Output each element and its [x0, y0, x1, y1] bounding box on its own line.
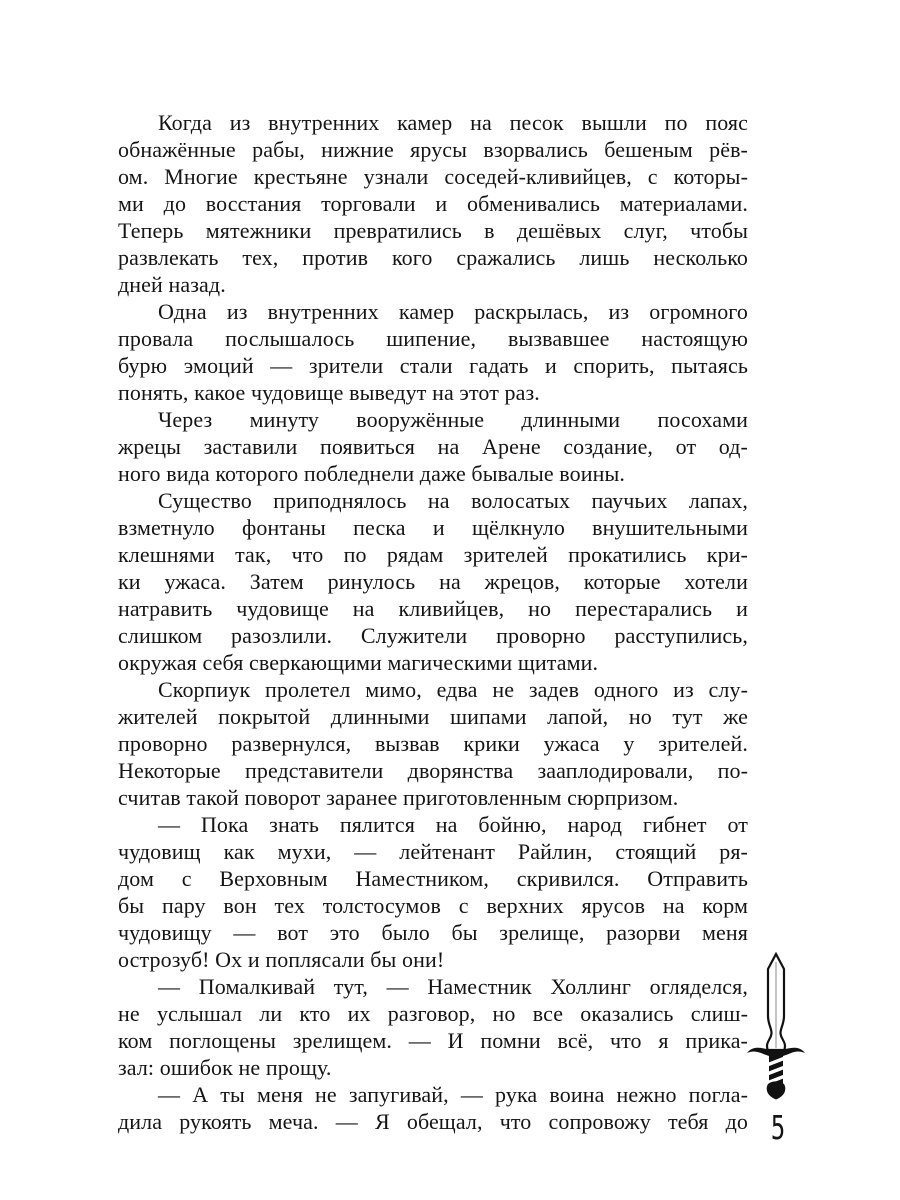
- text-line: жителей покрытой длинными шипами лапой, но тут же: [118, 704, 748, 729]
- text-line: развлекать тех, против кого сражались лишь несколько: [118, 245, 748, 270]
- sword-icon: [746, 952, 806, 1104]
- page-number: 5: [770, 1108, 786, 1147]
- text-line: Теперь мятежники превратились в дешёвых слуг, чтобы: [118, 218, 748, 243]
- text-line: дней назад.: [118, 272, 226, 297]
- text-line: ом. Многие крестьяне узнали соседей-кливийцев, с которы-: [118, 164, 748, 189]
- text-line: ми до восстания торговали и обменивались материалами.: [118, 191, 748, 216]
- text-line: проворно развернулся, вызвав крики ужаса у зрителей.: [118, 731, 748, 756]
- text-line: понять, какое чудовище выведут на этот раз.: [118, 380, 540, 405]
- text-line: жрецы заставили появиться на Арене создание, от од-: [118, 434, 748, 459]
- text-line: клешнями так, что по рядам зрителей прокатились кри-: [118, 542, 748, 567]
- text-line: дила рукоять меча. — Я обещал, что сопровожу тебя до: [118, 1109, 748, 1134]
- text-line: натравить чудовище на кливийцев, но перестарались и: [118, 596, 748, 621]
- text-line: — Помалкивай тут, — Наместник Холлинг огляделся,: [158, 974, 748, 999]
- text-line: провала послышалось шипение, вызвавшее настоящую: [118, 326, 748, 351]
- text-line: окружая себя сверкающими магическими щитами.: [118, 650, 599, 675]
- text-line: Через минуту вооружённые длинными посохами: [158, 407, 748, 432]
- text-line: Скорпиук пролетел мимо, едва не задев одного из слу-: [158, 677, 748, 702]
- text-line: взметнуло фонтаны песка и щёлкнуло внушительными: [118, 515, 748, 540]
- paragraph: [118, 109, 748, 298]
- text-line: обнажённые рабы, нижние ярусы взорвались бешеным рёв-: [118, 137, 748, 162]
- text-line: ки ужаса. Затем ринулось на жрецов, которые хотели: [118, 569, 748, 594]
- paragraph: [118, 487, 748, 676]
- paragraph: [118, 811, 748, 973]
- paragraph: [118, 406, 748, 487]
- text-line: Некоторые представители дворянства зааплодировали, по-: [118, 758, 748, 783]
- text-line: Одна из внутренних камер раскрылась, из огромного: [158, 299, 748, 324]
- paragraph: [118, 1081, 748, 1135]
- text-line: ком поглощены зрелищем. — И помни всё, что я прика-: [118, 1028, 748, 1053]
- text-line: Существо приподнялось на волосатых паучьих лапах,: [158, 488, 748, 513]
- text-line: — Пока знать пялится на бойню, народ гибнет от: [158, 812, 748, 837]
- text-block: [118, 109, 748, 1135]
- text-line: дом с Верховным Наместником, скривился. Отправить: [118, 866, 748, 891]
- text-line: ного вида которого побледнели даже бывалые воины.: [118, 461, 625, 486]
- text-line: бурю эмоций — зрители стали гадать и спорить, пытаясь: [118, 353, 748, 378]
- text-line: чудовищу — вот это было бы зрелище, разорви меня: [118, 920, 748, 945]
- text-line: бы пару вон тех толстосумов с верхних ярусов на корм: [118, 893, 748, 918]
- text-line: слишком разозлили. Служители проворно расступились,: [118, 623, 748, 648]
- text-line: не услышал ли кто их разговор, но все оказались слиш-: [118, 1001, 748, 1026]
- text-line: считав такой поворот заранее приготовленным сюрпризом.: [118, 785, 679, 810]
- text-line: чудовищ как мухи, — лейтенант Райлин, стоящий ря-: [118, 839, 748, 864]
- text-line: Когда из внутренних камер на песок вышли по пояс: [158, 110, 748, 135]
- paragraph: [118, 676, 748, 811]
- text-line: — А ты меня не запугивай, — рука воина нежно погла-: [158, 1082, 748, 1107]
- text-line: зал: ошибок не прощу.: [118, 1055, 332, 1080]
- paragraph: [118, 298, 748, 406]
- text-line: острозуб! Ох и поплясали бы они!: [118, 947, 445, 972]
- paragraph: [118, 973, 748, 1081]
